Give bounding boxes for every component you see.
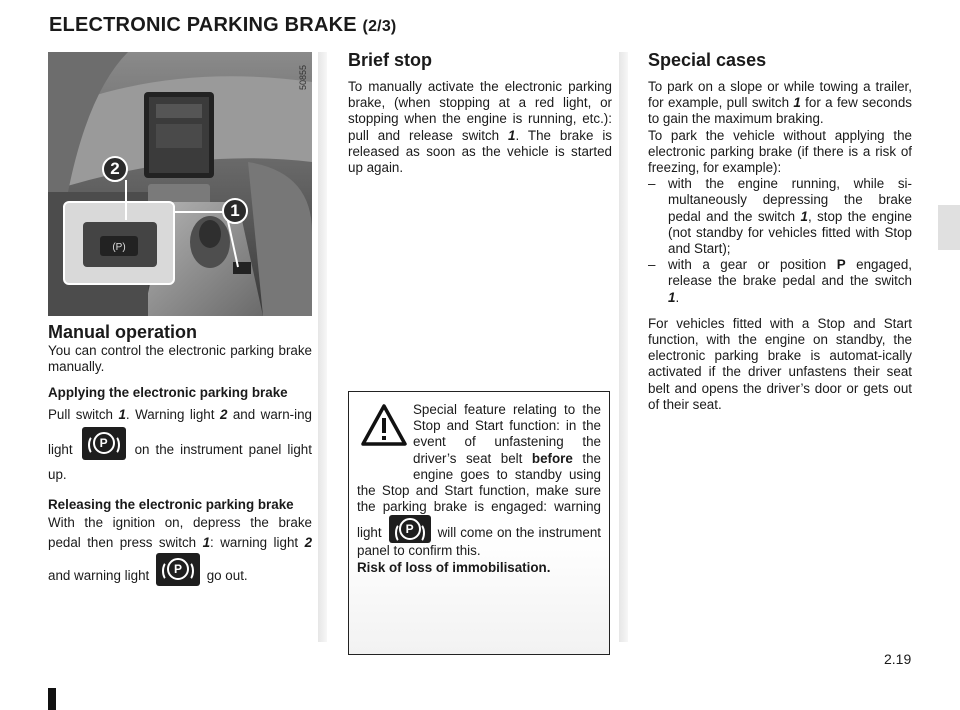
special-p2: To park the vehicle without applying the electronic parking brake (if there is a risk of freezing, for example): — [648, 127, 912, 176]
brief-stop-section — [348, 50, 612, 176]
warning-box — [348, 391, 610, 655]
title-text: ELECTRONIC PARKING BRAKE — [49, 14, 357, 36]
page-title — [49, 14, 396, 37]
manual-operation-section — [48, 322, 312, 586]
special-list — [648, 176, 912, 306]
page-number: 2.19 — [884, 651, 912, 667]
dashboard-photo — [48, 52, 312, 316]
release-title: Releasing the electronic parking brake — [48, 496, 294, 512]
brief-text: To manually activate the electronic parking brake, (when stopping at a red light, or stopping when the engine is running, etc.): pull and release switch 1. The brake is released as soon as the vehicle is started up again. — [348, 79, 612, 176]
parking-brake-warning-icon: P — [82, 427, 126, 460]
special-p3: For vehicles fitted with a Stop and Start function, with the engine on standby, the electronic parking brake is automat-ically activated if the driver unfastens their seat belt and opens the driver’s door or gets out of their seat. — [648, 315, 912, 412]
column-divider — [318, 52, 327, 642]
warning-text: Special feature relating to the Stop and Start function: in the event of unfastening the driver’s seat belt before the engine goes to standby using the Stop and Start function, make sure the parking brake is engaged: warning light P will come on the instrument panel to confirm this. Risk of loss of immobilisation. — [357, 402, 601, 575]
parking-brake-warning-icon: P — [389, 515, 431, 543]
apply-text: Pull switch 1. Warning light 2 and warn-ing light P on the instrument panel light up. — [48, 406, 312, 482]
section-tab-marker — [938, 205, 960, 250]
brief-heading: Brief stop — [348, 50, 433, 70]
release-text: With the ignition on, depress the brake pedal then press switch 1: warning light 2 and warning light P go out. — [48, 513, 312, 586]
manual-heading: Manual operation — [48, 322, 198, 342]
callout-1: 1 — [222, 198, 248, 224]
list-item: – with the engine running, while si-multaneously depressing the brake pedal and the switch 1, stop the engine (not standby for vehicles fitted with Stop and Start); — [648, 176, 912, 257]
figure-code: 50855 — [298, 64, 308, 90]
title-part: (2/3) — [362, 18, 397, 35]
special-heading: Special cases — [648, 50, 767, 70]
special-p1: To park on a slope or while towing a trailer, for example, pull switch 1 for a few seconds to gain the maximum braking. — [648, 79, 913, 127]
callout-2: 2 — [102, 156, 128, 182]
manual-intro: You can control the electronic parking brake manually. — [48, 343, 312, 375]
dashboard-illustration — [48, 52, 312, 316]
special-cases-section — [648, 50, 912, 413]
parking-brake-warning-icon: P — [156, 553, 200, 586]
list-item: – with a gear or position P engaged, release the brake pedal and the switch 1. — [648, 257, 912, 305]
column-divider — [619, 52, 628, 642]
svg-text:(P): (P) — [112, 242, 126, 253]
apply-title: Applying the electronic parking brake — [48, 385, 288, 401]
crop-mark — [48, 688, 56, 710]
